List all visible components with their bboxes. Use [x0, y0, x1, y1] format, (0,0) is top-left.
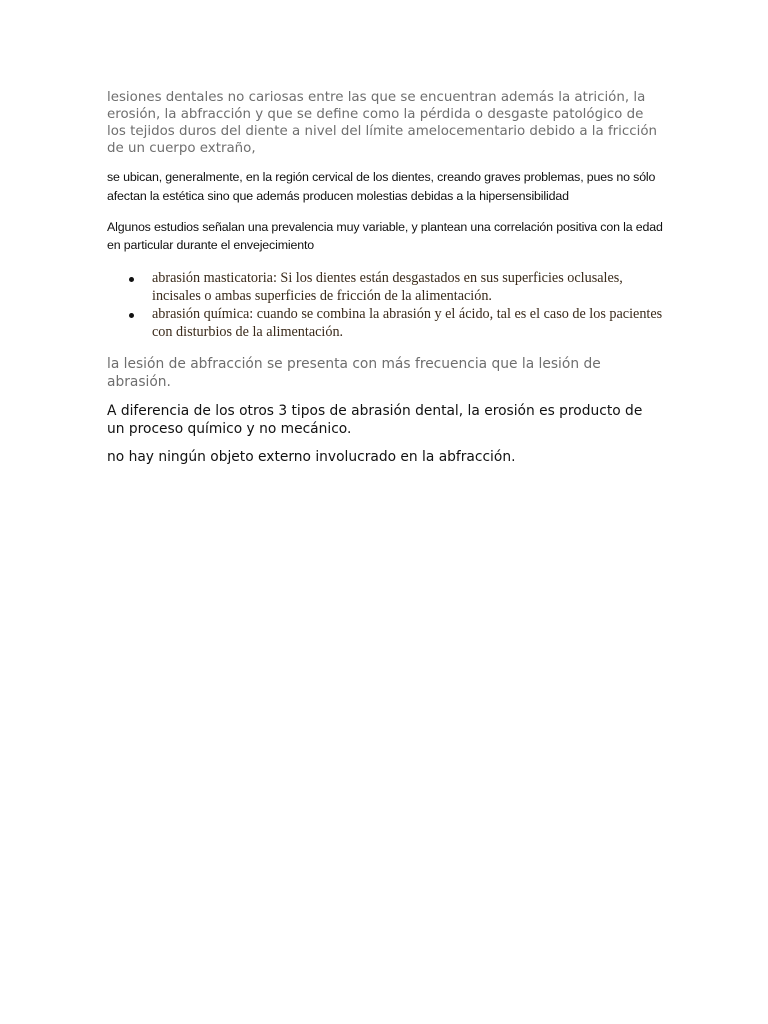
paragraph-location: se ubican, generalmente, en la región cervical de los dientes, creando graves problemas, pues no sólo afectan la estética sino que además producen molestias debidas a la hipersensibilidad	[107, 170, 656, 203]
paragraph-erosion: A diferencia de los otros 3 tipos de abrasión dental, la erosión es producto de un proceso químico y no mecánico.	[107, 403, 643, 437]
paragraph-prevalence: Algunos estudios señalan una prevalencia muy variable, y plantean una correlación positiva con la edad en particular durante el envejecimiento	[107, 220, 663, 252]
list-item-text: abrasión química: cuando se combina la abrasión y el ácido, tal es el caso de los pacientes con disturbios de la alimentación.	[152, 306, 663, 340]
list-item-text: abrasión masticatoria: Si los dientes están desgastados en sus superficies oclusales, incisales o ambas superficies de fricción de la alimentación.	[152, 270, 623, 304]
document-page	[107, 89, 663, 466]
list-item	[152, 306, 663, 341]
bullet-icon	[129, 313, 134, 318]
bullet-icon	[129, 277, 134, 282]
list-item	[152, 270, 663, 305]
abrasion-types-list	[107, 270, 663, 341]
paragraph-definition: lesiones dentales no cariosas entre las que se encuentran además la atrición, la erosión, la abfracción y que se define como la pérdida o desgaste patológico de los tejidos duros del diente a nivel del límite amelocementario debido a la fricción de un cuerpo extraño,	[107, 90, 658, 156]
paragraph-frequency: la lesión de abfracción se presenta con más frecuencia que la lesión de abrasión.	[107, 356, 601, 390]
paragraph-abfraction: no hay ningún objeto externo involucrado en la abfracción.	[107, 449, 516, 465]
